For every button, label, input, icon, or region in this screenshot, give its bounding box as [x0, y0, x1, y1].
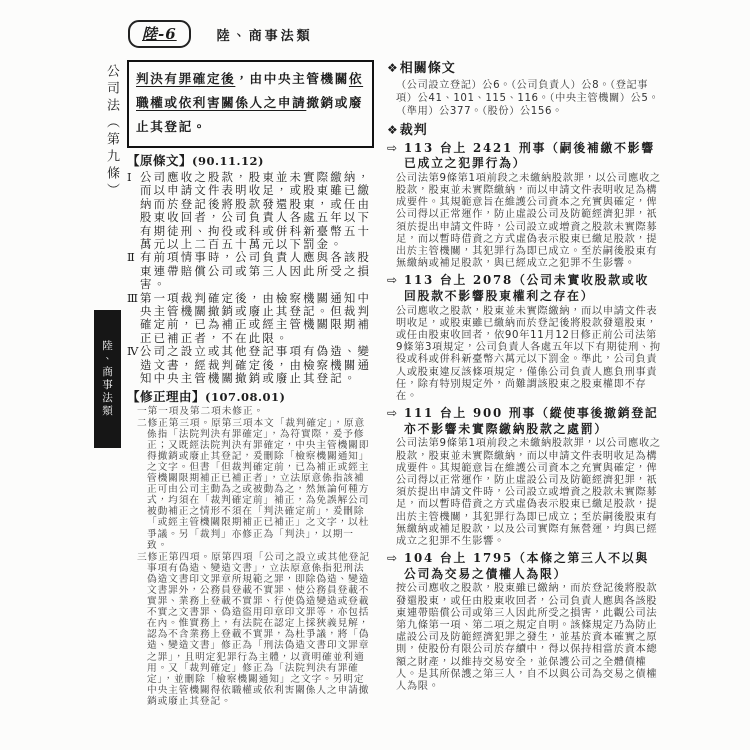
case-headline: ⇨ 113 台上 2421 刑事（嗣後補繳不影響已成立之犯罪行為）	[387, 140, 655, 171]
case-headline: ⇨ 104 台上 1795（本條之第三人不以與公司為交易之債權人為限）	[387, 551, 650, 581]
content-columns	[127, 60, 661, 708]
related-articles-text: （公司設立登記）公6。（公司負責人）公8。（登記事項）公41、101、115、116。（中央主管機關）公5。（準用）公377。（股份）公156。	[396, 80, 660, 118]
category-edge-tab: 陸、商事法類	[94, 310, 121, 448]
case-body: 公司應收之股款，股東並未實際繳納，而以申請文件表明收足，或股東雖已繳納而於登記後將股款發還股東，或任由股東收回者，依90年11月12日修正前公司法第9條第3項規定，公司負責人各處五年以下有期徒刑、拘役或科或併科新臺幣六萬元以下罰金。準此，公司負責人或股東違反該條項規定，僅係公司負責人應負刑事責任，除有特別規定外，尚難謂該股東之股東權即不存在。	[396, 305, 661, 403]
ruling-case	[387, 406, 661, 548]
article-margin-label: 公司法（第九條）	[104, 64, 119, 200]
right-arrow-icon: ⇨	[387, 406, 398, 421]
four-diamond-icon: ❖	[387, 122, 399, 137]
amendment-reason-date: (107.08.01)	[205, 389, 286, 404]
case-body: 公司法第9條第1項前段之未繳納股款罪，以公司應收之股款，股東並未實際繳納，而以申請文件表明收足為構成要件。其規範意旨在維護公司資本之充實與確定，俾公司得以正常運作，防止虛設公司及防範經濟犯罪，祇須於提出申請文件時，公司設立或增資之股款未實際募足，而以暫時借資之方式虛偽表示股東已繳足股款，提出於主管機關，其犯罪行為即已成立。至於嗣後股東有無繳納或補足股款，與已經成立之犯罪不生影響。	[396, 172, 661, 270]
rulings-header-label: 裁判	[399, 122, 428, 138]
four-diamond-icon: ❖	[387, 61, 399, 75]
amendment-reason-header-label: 【修正理由】	[127, 388, 206, 404]
law-paragraph: Ⅳ 公司之設立或其他登記事項有偽造、變造文書，經裁判確定後，由檢察機關通知中央主管機關撤銷或廢止其登記。	[127, 344, 372, 386]
amendment-item: 一第一項及第二項未修正。	[137, 405, 265, 417]
page-number-badge: 陸-6	[128, 20, 191, 48]
original-article-header	[127, 152, 374, 170]
rulings-header	[387, 122, 661, 139]
amendment-item: 三修正第四項。原第四項「公司之設立或其他登記事項有偽造、變造文書」，立法原意係指犯刑法偽造文書印文罪章所規範之罪，即除偽造、變造文書罪外，公務員登載不實罪、使公務員登載不實罪、業務上登載不實罪、行使偽造變造或登載不實之文書罪、偽造盜用印章印文罪等，亦包括在內。惟實務上，有法院在認定上採狹義見解，認為不含業務上登載不實罪，為杜爭議，將「偽造、變造文書」修正為「刑法偽造文書印文罪章之罪」，且明定犯罪行為主體，以資明確並利適用。又「裁判確定」修正為「法院判決有罪確定」，並刪除「檢察機關通知」之文字。另明定中央主管機關得依職權或依利害關係人之申請撤銷或廢止其登記。	[137, 551, 370, 707]
original-article-date: (90.11.12)	[192, 154, 264, 168]
left-column	[127, 60, 374, 708]
case-body: 公司法第9條第1項前段之未繳納股款罪，以公司應收之股款，股東並未實際繳納，而以申請文件表明收足為構成要件。其規範意旨在維護公司資本之充實與確定，俾公司得以正常運作，防止虛設公司及防範經濟犯罪，祇須於提出申請文件時，公司設立或增資之股款未實際募足，而以暫時借資之方式虛偽表示股東已繳足股款，提出於主管機關，其犯罪行為即已成立；至於嗣後股東有無繳納或補足股款，以及公司實際有無營運，均與已經成立之犯罪不生影響。	[396, 438, 661, 548]
section-title: 陸、商事法類	[216, 28, 313, 44]
paragraph-numeral: Ⅱ	[127, 250, 135, 265]
boxed-text-segment: 依職權或依利害關係人之申請	[136, 71, 364, 110]
amendment-item: 二修正第三項。原第三項本文「裁判確定」，原意係指「法院判決有罪確定」，為符實際，爰予修正；又既經法院判決有罪確定，中央主管機關即得撤銷或廢止其登記，爰刪除「檢察機關通知」之文字。但書「但裁判確定前，已為補正或經主管機關限期補正已補正者」，立法原意係指該補正可由公司主動為之或被動為之，然無論何種方式，均須在「裁判確定前」補正，為免誤解公司被動補正之情形不須在「判決確定前」，爰刪除「或經主管機關限期補正已補正」之文字，以杜爭議。另「裁判」亦修正為「判決」，以期一致。	[137, 417, 370, 551]
paragraph-numeral: Ⅰ	[127, 170, 132, 184]
law-paragraph: Ⅰ 公司應收之股款，股東並未實際繳納，而以申請文件表明收足，或股東雖已繳納而於登記後將股款發還股東，或任由股東收回者，公司負責人各處五年以下有期徒刑、拘役或科或併科新臺幣五十萬元以上二百五十萬元以下罰金。	[127, 170, 372, 252]
law-paragraph: Ⅲ 第一項裁判確定後，由檢察機關通知中央主管機關撤銷或廢止其登記。但裁判確定前，已為補正或經主管機關限期補正已補正者，不在此限。	[127, 290, 372, 345]
boxed-text-segment: 撤銷或廢止其登記。	[136, 95, 364, 134]
right-arrow-icon: ⇨	[387, 551, 398, 566]
law-paragraph: Ⅱ 有前項情事時，公司負責人應與各該股東連帶賠償公司或第三人因此所受之損害。	[127, 250, 372, 292]
right-arrow-icon: ⇨	[387, 140, 398, 155]
case-headline: ⇨ 113 台上 2078（公司未實收股款或收回股款不影響股東權利之存在）	[387, 273, 650, 304]
related-articles-header	[387, 60, 661, 77]
boxed-text-segment: ，由中央主管機關	[235, 71, 349, 86]
original-article-paragraphs	[127, 171, 374, 386]
case-body: 按公司應收之股款，股東雖已繳納，而於登記後將股款發還股東，或任由股東收回者，公司負責人應與各該股東連帶賠償公司或第三人因此所受之損害，此觀公司法第九條第一項、第二項之規定自明。該條規定乃為防止虛設公司及防範經濟犯罪之發生，並基於資本確實之原則，使股份有限公司於存續中，得以保持相當於資本總額之財產，以維持交易安全，並保護公司之全體債權人。是其所保護之第三人，自不以與公司為交易之債權人為限。	[396, 583, 658, 693]
rulings-list	[387, 141, 661, 694]
amendment-reason-items	[127, 406, 374, 708]
right-column	[387, 60, 661, 708]
boxed-text	[127, 60, 374, 148]
paragraph-numeral: Ⅳ	[127, 344, 139, 359]
page-header	[128, 20, 313, 48]
boxed-text-segment: 判決有罪確定後	[136, 71, 236, 86]
amendment-reason-header	[127, 388, 374, 406]
case-headline: ⇨ 111 台上 900 刑事（縱使事後撤銷登記亦不影響未實際繳納股款之處罰）	[387, 406, 659, 436]
related-articles-header-label: 相關條文	[399, 61, 456, 76]
ruling-case	[387, 141, 661, 271]
ruling-case	[387, 551, 661, 693]
paragraph-numeral: Ⅲ	[127, 290, 138, 305]
ruling-case	[387, 273, 661, 403]
original-article-header-label: 【原條文】	[127, 153, 193, 168]
right-arrow-icon: ⇨	[387, 273, 398, 288]
